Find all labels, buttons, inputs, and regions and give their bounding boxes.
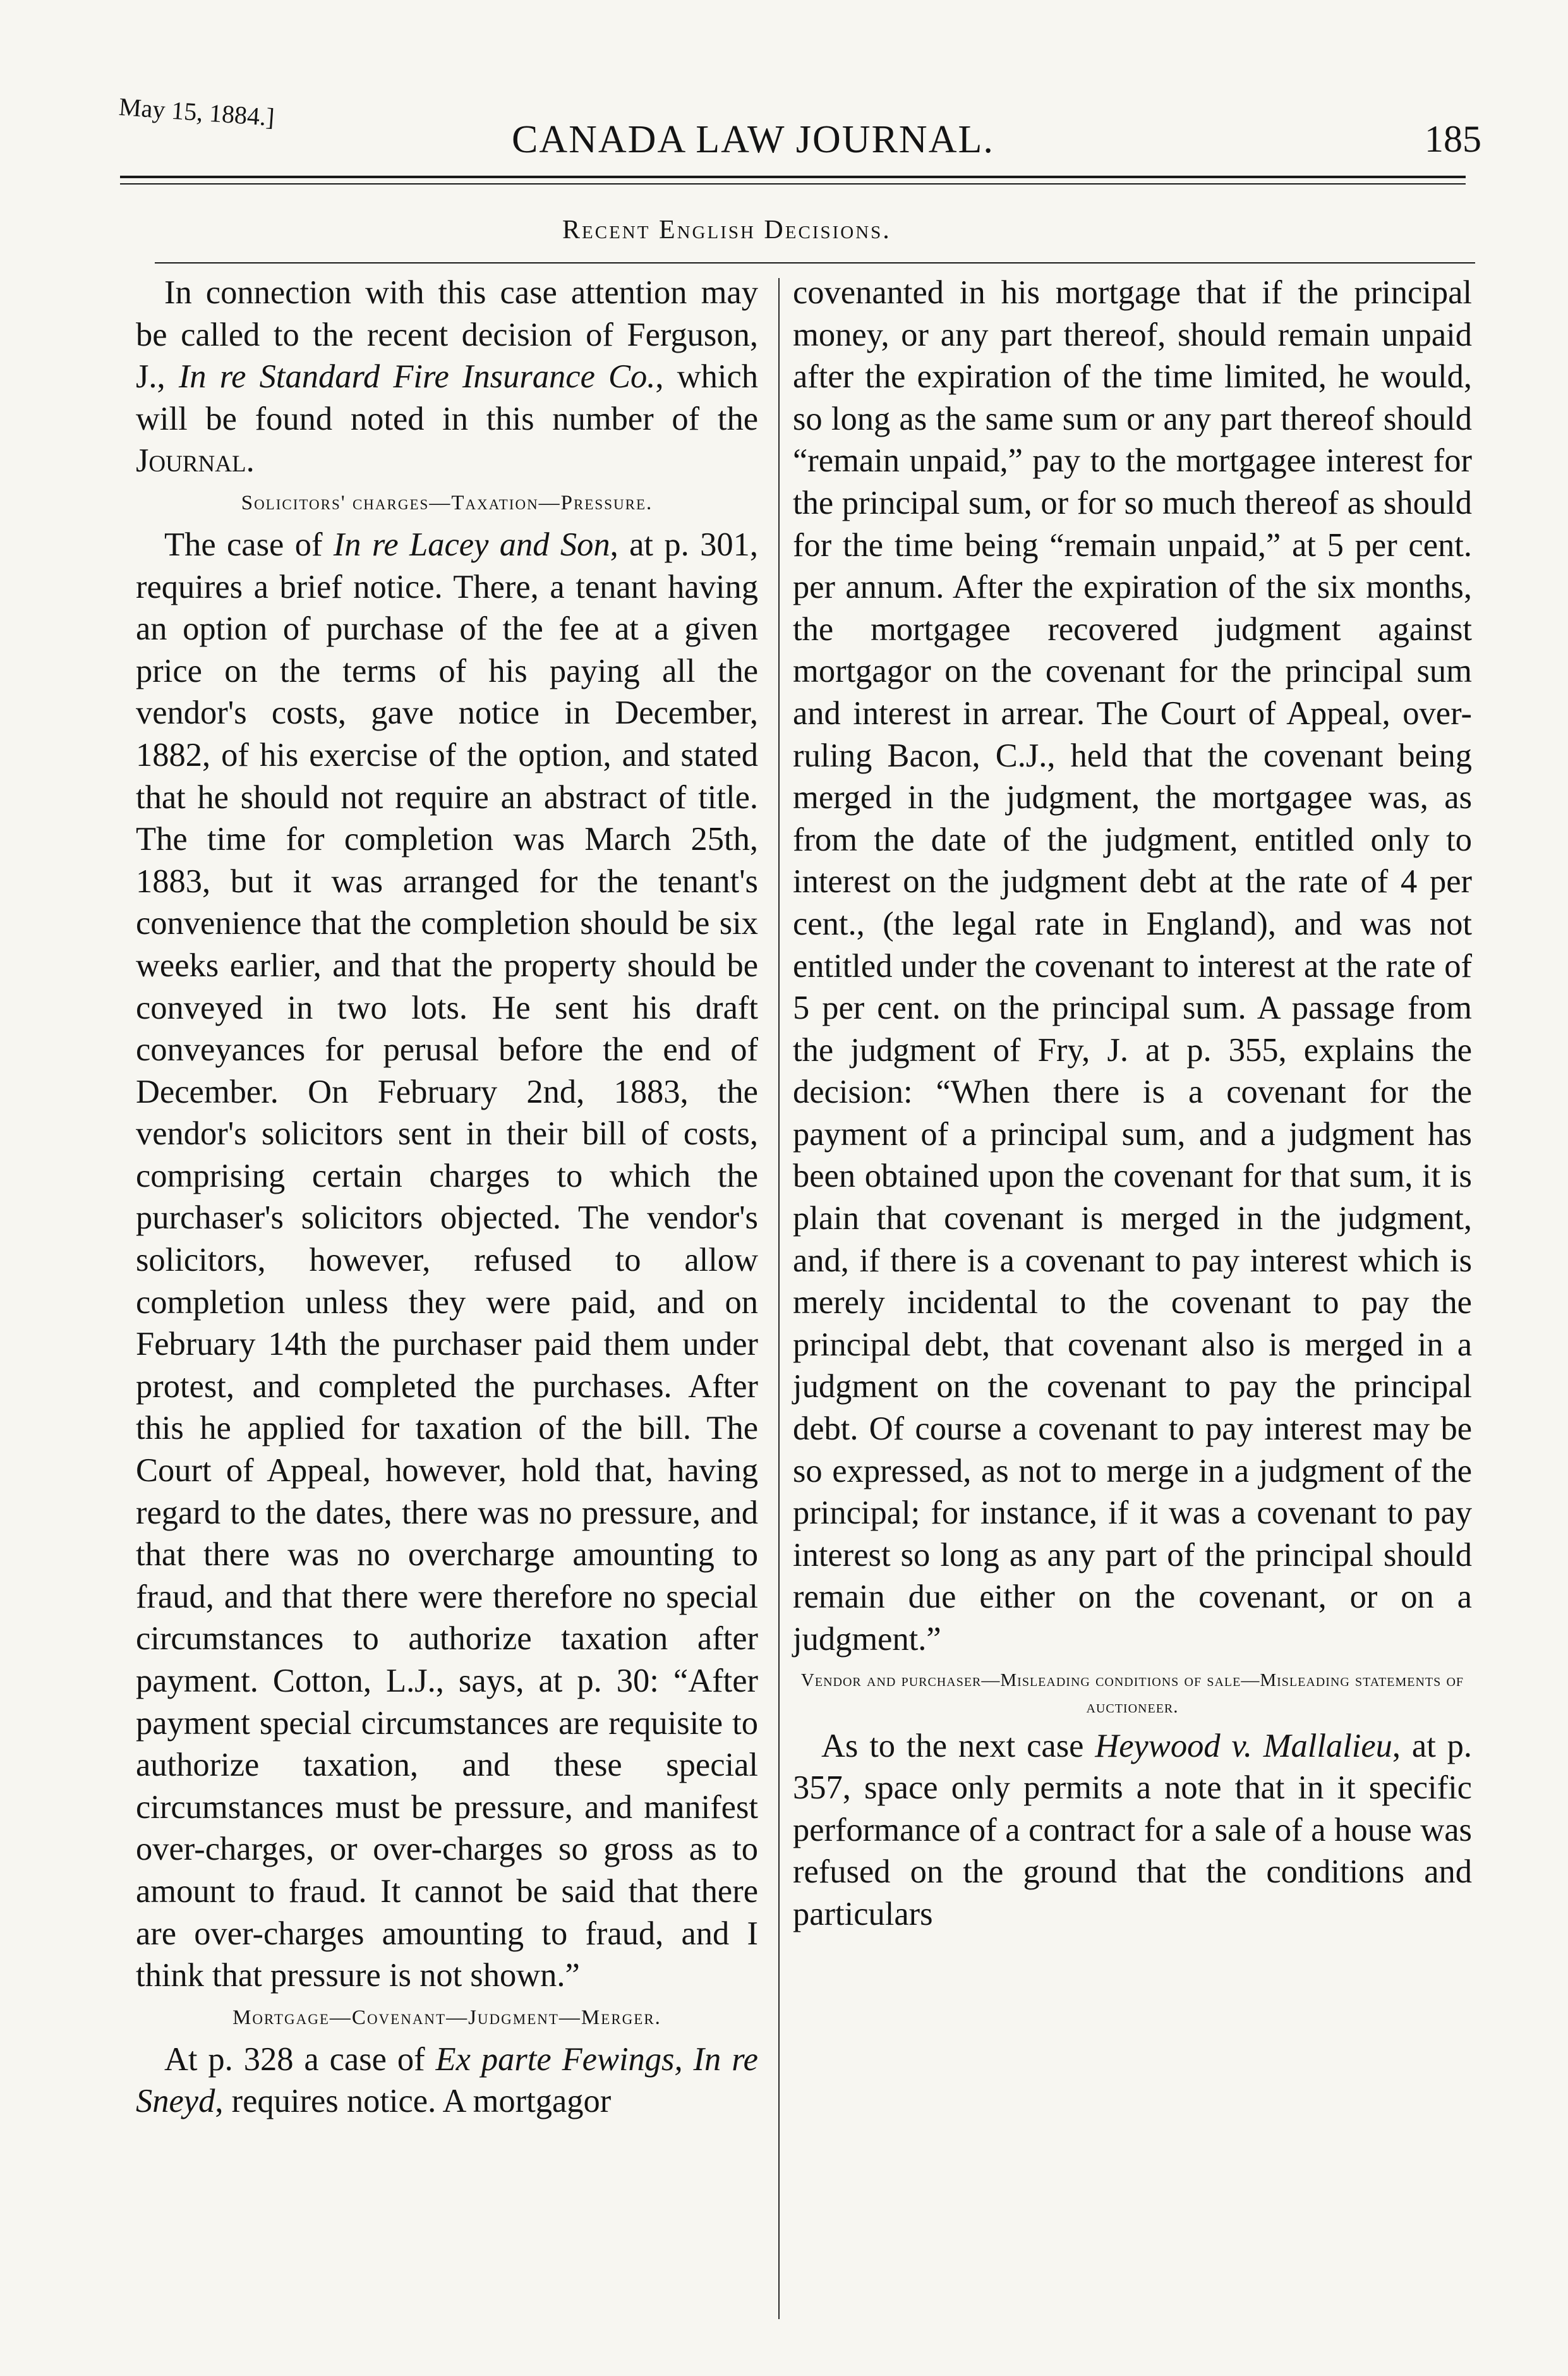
- heading-mortgage: Mortgage—Covenant—Judgment—Merger.: [232, 2006, 661, 2029]
- issue-date: May 15, 1884.]: [118, 92, 275, 132]
- case-name-italic: Heywood v. Mallalieu: [1095, 1727, 1392, 1764]
- case-name-italic: In re Standard Fire Insurance Co.: [178, 358, 656, 396]
- section-title: Recent English Decisions.: [562, 215, 891, 245]
- paragraph-connection: [136, 272, 758, 482]
- heading-vendor-purchaser: Vendor and purchaser—Misleading conditions of sale—Misleading statements of auctioneer.: [800, 1670, 1464, 1717]
- column-divider: [778, 278, 780, 2319]
- journal-small-caps: Journal: [136, 442, 246, 480]
- header-rule-thick: [120, 176, 1466, 178]
- case-name-italic: Ex parte Fewings, In re Sneyd: [136, 2040, 758, 2120]
- text-run: In connection with this case attention may be called to the recent decision of Ferguson, J.,: [136, 274, 758, 396]
- text-run: As to the next case: [821, 1727, 1095, 1764]
- right-column: [793, 272, 1472, 1936]
- text-run: At p. 328 a case of: [164, 2040, 436, 2078]
- page-number: 185: [1425, 118, 1481, 160]
- paragraph-heywood: [793, 1725, 1472, 1936]
- paragraph-covenant-continued: covenanted in his mortgage that if the principal money, or any part thereof, should remain unpaid after the expiration of the time limited, he would, so long as the same sum or any part thereof should “remain unpaid,” pay to the mortgagee interest for the principal sum, or for so much thereof as should for the time being “remain unpaid,” at 5 per cent. per annum. After the expiration of the six months, the mortgagee recovered judgment against mortgagor on the covenant for the principal sum and interest in arrear. The Court of Appeal, over-ruling Bacon, C.J., held that the covenant being merged in the judgment, the mortgagee was, as from the date of the judgment, entitled only to interest on the judgment debt at the rate of 4 per cent., (the legal rate in England), and was not entitled under the covenant to interest at the rate of 5 per cent. on the principal sum. A passage from the judgment of Fry, J. at p. 355, explains the decision: “When there is a covenant for the payment of a principal sum, and a judgment has been obtained upon the covenant for that sum, it is plain that covenant is merged in the judgment, and, if there is a covenant to pay interest which is merely incidental to the covenant to pay the principal debt, that covenant also is merged in a judgment on the covenant to pay the principal debt. Of course a covenant to pay interest may be so expressed, as not to merge in a judgment of the principal; for instance, if it was a covenant to pay interest so long as any part of the principal should remain due either on the covenant, or on a judgment.”: [793, 274, 1472, 1658]
- left-column: [136, 272, 758, 2123]
- case-name-italic: In re Lacey and Son: [333, 526, 610, 563]
- paragraph-fewings: [136, 2039, 758, 2123]
- text-run: , which will be found noted in this number of the: [136, 358, 758, 437]
- text-run: , at p. 357, space only permits a note that in it specific performance of a contract for a sale of a house was refused on the ground that the conditions and particulars: [793, 1727, 1473, 1932]
- section-rule: [155, 262, 1475, 264]
- paragraph-lacey: [136, 524, 758, 1997]
- text-run: .: [246, 442, 255, 480]
- header-rule-thin: [120, 183, 1466, 185]
- text-run: , requires notice. A mortgagor: [215, 2083, 612, 2120]
- text-run: , at p. 301, requires a brief notice. There, a tenant having an option of purchase of the fee at a given price on the terms of his paying all the vendor's costs, gave notice in December, 1882, of his exercise of the option, and stated that he should not require an abstract of title. The time for completion was March 25th, 1883, but it was arranged for the tenant's convenience that the completion should be six weeks earlier, and that the property should be conveyed in two lots. He sent his draft conveyances for perusal before the end of December. On February 2nd, 1883, the vendor's solicitors sent in their bill of costs, comprising certain charges to which the purchaser's solicitors objected. The vendor's solicitors, however, refused to allow completion unless they were paid, and on February 14th the purchaser paid them under protest, and completed the purchases. After this he applied for taxation of the bill. The Court of Appeal, however, hold that, having regard to the dates, there was no pressure, and that there was no overcharge amounting to fraud, and that there were therefore no special circumstances to authorize taxation after payment. Cotton, L.J., says, at p. 30: “After payment special circumstances are requisite to authorize taxation, and these special circumstances must be pressure, and manifest over-charges, or over-charges so gross as to amount to fraud. It cannot be said that there are over-charges amounting to fraud, and I think that pressure is not shown.”: [136, 526, 759, 1994]
- heading-solicitors-charges: Solicitors' charges—Taxation—Pressure.: [241, 491, 653, 514]
- journal-title: CANADA LAW JOURNAL.: [512, 118, 994, 161]
- text-run: The case of: [164, 526, 334, 563]
